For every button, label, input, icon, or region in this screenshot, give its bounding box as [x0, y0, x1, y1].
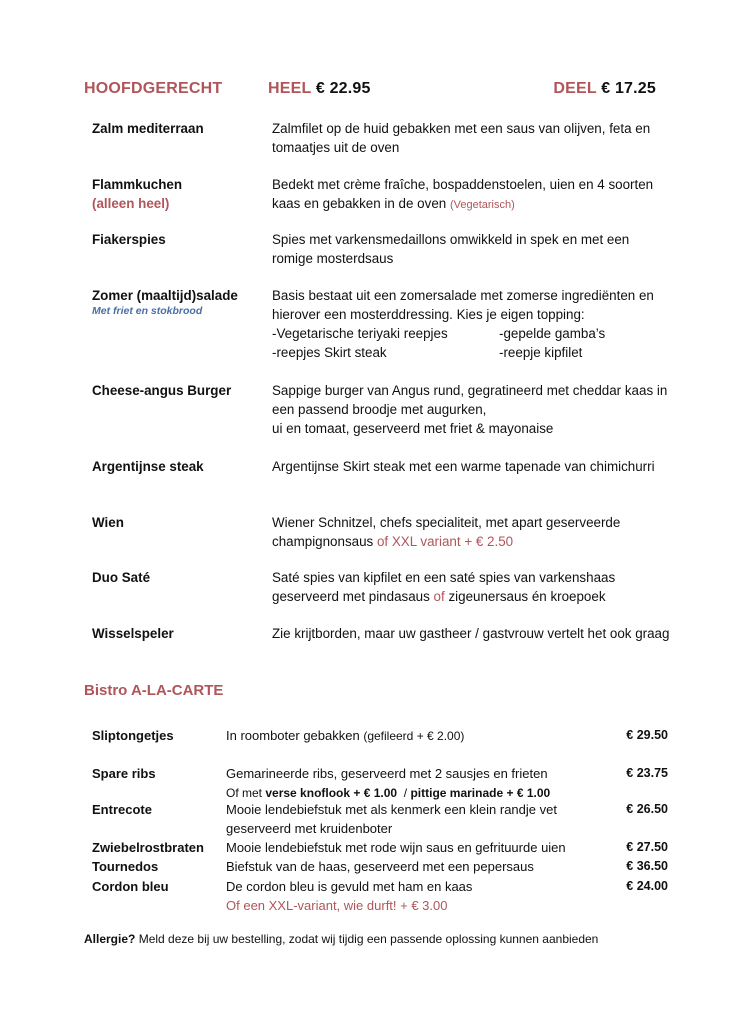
topping-option: -Vegetarische teriyaki reepjes: [272, 326, 448, 341]
dish-description: Basis bestaat uit een zomersalade met zomerse ingrediënten en hierover een mosterddressing. Kies je eigen topping: -Vegetarische teriyaki reepjes -gepelde gamba’s -reepjes Skirt steak -reepje kipfilet: [272, 286, 672, 362]
dish-price: € 29.50: [626, 728, 668, 742]
menu-header: [84, 80, 664, 104]
dish-name: Tournedos: [92, 859, 159, 874]
dish-description: Spies met varkensmedaillons omwikkeld in spek en met een romige mosterdsaus: [272, 232, 630, 266]
dish-name: Zwiebelrostbraten: [92, 840, 204, 855]
dish-description: Gemarineerde ribs, geserveerd met 2 sausjes en frieten Of met verse knoflook + € 1.00 / pittige marinade + € 1.00: [226, 766, 551, 800]
xxl-variant-note: Of een XXL-variant, wie durft! + € 3.00: [226, 898, 448, 913]
dish-description: Wiener Schnitzel, chefs specialiteit, met apart geserveerde champignonsaus of XXL variant + € 2.50: [272, 515, 621, 549]
section-title-alacarte: Bistro A-LA-CARTE: [84, 682, 224, 699]
dish-price: € 36.50: [626, 859, 668, 873]
dish-price: € 27.50: [626, 840, 668, 854]
dish-name: Zomer (maaltijd)salade Met friet en stokbrood: [92, 286, 267, 318]
dish-name: Zalm mediterraan: [92, 121, 204, 136]
topping-option: -reepje kipfilet: [499, 345, 583, 360]
dish-name: Entrecote: [92, 802, 152, 817]
dish-description: In roomboter gebakken (gefileerd + € 2.00): [226, 728, 465, 743]
xxl-variant-note: of XXL variant + € 2.50: [376, 534, 514, 549]
topping-options: [272, 324, 672, 362]
dish-name: Spare ribs: [92, 766, 156, 781]
dish-name: Duo Saté: [92, 570, 151, 585]
dish-description: Zie krijtborden, maar uw gastheer / gastvrouw vertelt het ook graag: [272, 626, 670, 641]
dish-description: Sappige burger van Angus rund, gegratineerd met cheddar kaas in een passend broodje met augurken, ui en tomaat, geserveerd met friet & mayonaise: [272, 383, 668, 436]
deel-price-label: DEEL € 17.25: [553, 80, 656, 97]
dish-description: Mooie lendebiefstuk met rode wijn saus en gefrituurde uien: [226, 840, 566, 855]
dish-name: Cheese-angus Burger: [92, 383, 232, 398]
dish-description: De cordon bleu is gevuld met ham en kaas Of een XXL-variant, wie durft! + € 3.00: [226, 879, 473, 913]
dish-name: Wien: [92, 515, 124, 530]
dish-price: € 26.50: [626, 802, 668, 816]
allergy-label: Allergie?: [84, 932, 136, 946]
dish-name: Cordon bleu: [92, 879, 169, 894]
topping-option: -gepelde gamba’s: [499, 326, 606, 341]
dish-description: Biefstuk van de haas, geserveerd met een pepersaus: [226, 859, 534, 874]
allergy-text: Meld deze bij uw bestelling, zodat wij tijdig een passende oplossing kunnen aanbieden: [138, 932, 599, 946]
dish-name: Argentijnse steak: [92, 459, 204, 474]
allergy-notice: [84, 932, 598, 946]
heel-price-label: HEEL € 22.95: [268, 80, 371, 97]
section-title-hoofdgerecht: HOOFDGERECHT: [84, 80, 223, 97]
dish-side-note: Met friet en stokbrood: [92, 305, 203, 317]
dish-name: Fiakerspies: [92, 232, 166, 247]
dish-name: Wisselspeler: [92, 626, 174, 641]
dish-description: Bedekt met crème fraîche, bospaddenstoelen, uien en 4 soorten kaas en gebakken in de oven (Vegetarisch): [272, 177, 654, 211]
dish-availability-note: (alleen heel): [92, 196, 170, 211]
topping-option: -reepjes Skirt steak: [272, 345, 387, 360]
dish-description: Argentijnse Skirt steak met een warme tapenade van chimichurri: [272, 459, 655, 474]
dish-name: Flammkuchen (alleen heel): [92, 175, 267, 213]
dish-description: Mooie lendebiefstuk met als kenmerk een klein randje vet geserveerd met kruidenboter: [226, 802, 557, 836]
spare-ribs-options: Of met verse knoflook + € 1.00 / pittige marinade + € 1.00: [226, 786, 551, 800]
dish-description: Zalmfilet op de huid gebakken met een saus van olijven, feta en tomaatjes uit de oven: [272, 121, 651, 155]
vegetarian-tag: (Vegetarisch): [449, 199, 515, 211]
dish-price: € 23.75: [626, 766, 668, 780]
dish-name: Sliptongetjes: [92, 728, 174, 743]
dish-price: € 24.00: [626, 879, 668, 893]
dish-description: Saté spies van kipfilet en een saté spies van varkenshaas geserveerd met pindasaus of zigeunersaus én kroepoek: [272, 570, 616, 604]
